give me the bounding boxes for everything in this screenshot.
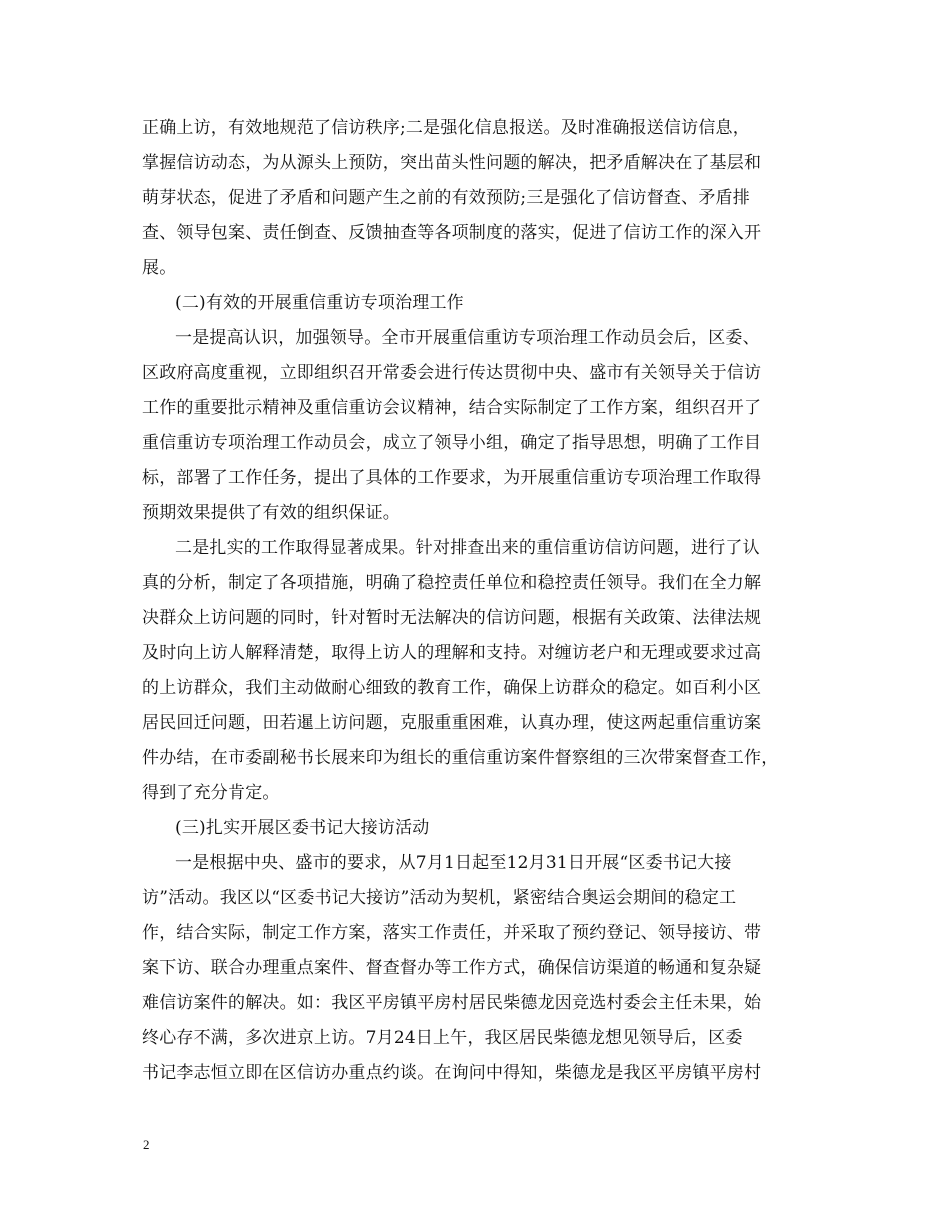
body-text-line: 正确上访，有效地规范了信访秩序;二是强化信息报送。及时准确报送信访信息， — [142, 118, 750, 138]
section-heading: (二)有效的开展重信重访专项治理工作 — [175, 293, 464, 313]
body-text-line: 萌芽状态，促进了矛盾和问题产生之前的有效预防;三是强化了信访督查、矛盾排 — [142, 188, 750, 208]
body-text-line: 真的分析，制定了各项措施，明确了稳控责任单位和稳控责任领导。我们在全力解 — [142, 573, 762, 593]
body-text-line: 书记李志恒立即在区信访办重点约谈。在询问中得知，柴德龙是我区平房镇平房村 — [142, 1063, 762, 1083]
body-text-line: 访”活动。我区以“区委书记大接访”活动为契机，紧密结合奥运会期间的稳定工 — [142, 888, 737, 908]
body-text-line: 案下访、联合办理重点案件、督查督办等工作方式，确保信访渠道的畅通和复杂疑 — [142, 958, 762, 978]
body-text-line: 重信重访专项治理工作动员会，成立了领导小组，确定了指导思想，明确了工作目 — [142, 433, 762, 453]
body-text-line: 终心存不满，多次进京上访。7月24日上午，我区居民柴德龙想见领导后，区委 — [142, 1028, 743, 1048]
section-heading: (三)扎实开展区委书记大接访活动 — [175, 818, 430, 838]
body-text-line: 展。 — [142, 258, 177, 278]
body-text-line: 决群众上访问题的同时，针对暂时无法解决的信访问题，根据有关政策、法律法规 — [142, 608, 762, 628]
body-text-line: 的上访群众，我们主动做耐心细致的教育工作，确保上访群众的稳定。如百利小区 — [142, 678, 762, 698]
body-text-line: 居民回迁问题，田若暹上访问题，克服重重困难，认真办理，使这两起重信重访案 — [142, 713, 762, 733]
body-text-line: 作，结合实际，制定工作方案，落实工作责任，并采取了预约登记、领导接访、带 — [142, 923, 762, 943]
body-text-line: 一是提高认识，加强领导。全市开展重信重访专项治理工作动员会后，区委、 — [175, 328, 760, 348]
body-text-line: 预期效果提供了有效的组织保证。 — [142, 503, 400, 523]
body-text-line: 得到了充分肯定。 — [142, 783, 280, 803]
body-text-line: 工作的重要批示精神及重信重访会议精神，结合实际制定了工作方案，组织召开了 — [142, 398, 762, 418]
body-text-line: 一是根据中央、盛市的要求，从7月1日起至12月31日开展“区委书记大接 — [175, 853, 732, 873]
body-text-line: 标，部署了工作任务，提出了具体的工作要求，为开展重信重访专项治理工作取得 — [142, 468, 762, 488]
body-text-line: 及时向上访人解释清楚，取得上访人的理解和支持。对缠访老户和无理或要求过高 — [142, 643, 762, 663]
body-text-line: 二是扎实的工作取得显著成果。针对排查出来的重信重访信访问题，进行了认 — [175, 538, 760, 558]
body-text-line: 查、领导包案、责任倒查、反馈抽查等各项制度的落实，促进了信访工作的深入开 — [142, 223, 762, 243]
body-text-line: 区政府高度重视，立即组织召开常委会进行传达贯彻中央、盛市有关领导关于信访 — [142, 363, 762, 383]
body-text-line: 难信访案件的解决。如：我区平房镇平房村居民柴德龙因竞选村委会主任未果，始 — [142, 993, 762, 1013]
body-text-line: 件办结，在市委副秘书长展来印为组长的重信重访案件督察组的三次带案督查工作， — [142, 748, 779, 768]
page-number: 2 — [143, 1137, 150, 1152]
body-text-line: 掌握信访动态，为从源头上预防，突出苗头性问题的解决，把矛盾解决在了基层和 — [142, 153, 762, 173]
